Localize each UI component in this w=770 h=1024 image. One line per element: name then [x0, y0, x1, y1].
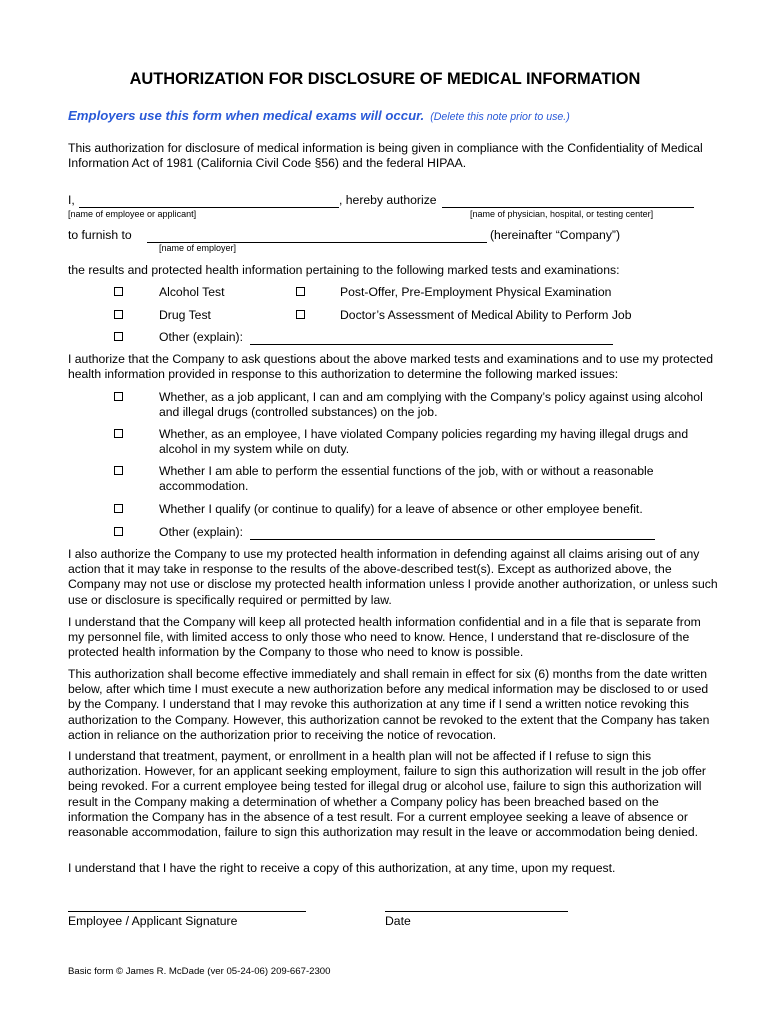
paragraph-treatment: I understand that treatment, payment, or enrollment in a health plan will not be affected if I refuse to sign this authorization. However, for an applicant seeking employment, failure to sign this authorization will result in the job offer being revoked. For a current employee being tested for illegal drug or alcohol use, failure to sign this authorization will result in the Company making a determination of whether a Company policy has been breached based on the information the Company has in the absence of a test result. For a current employee seeking a leave of absence or reasonable accommodation, failure to sign this authorization may result in the leave or accommodation being denied.: [68, 749, 706, 840]
issue-applicant-checkbox[interactable]: [114, 392, 123, 401]
drug-test-label: Drug Test: [159, 308, 211, 322]
employee-name-caption: [name of employee or applicant]: [68, 209, 197, 219]
issue-other-label: Other (explain):: [159, 525, 243, 539]
doctor-assessment-label: Doctor’s Assessment of Medical Ability to Perform Job: [340, 308, 632, 322]
other-test-explain-field[interactable]: [250, 344, 613, 345]
issue-essential-functions-checkbox[interactable]: [114, 466, 123, 475]
paragraph-effective: This authorization shall become effective immediately and shall remain in effect for six (6) months from the date written below, after which time I must execute a new authorization before any medical information may be disclosed to or used by the Company. I understand that I may revoke this authorization at any time if I send a written notice revoking this authorization to the Company. However, this authorization cannot be revoked to the extent that the Company has taken action in reliance on the authorization prior to receiving the notice of revocation.: [68, 667, 710, 742]
employer-note-main: Employers use this form when medical exams will occur.: [68, 108, 425, 123]
issue-other-checkbox[interactable]: [114, 527, 123, 536]
paragraph-copy-right: I understand that I have the right to receive a copy of this authorization, at any time, upon my request.: [68, 861, 616, 875]
furnish-to-label: to furnish to: [68, 228, 132, 242]
issue-essential-functions-label: Whether I am able to perform the essential functions of the job, with or without a reasonable accommodation.: [159, 464, 654, 494]
issue-other-explain-field[interactable]: [250, 539, 655, 540]
alcohol-test-checkbox[interactable]: [114, 287, 123, 296]
date-label: Date: [385, 914, 411, 928]
form-footer: Basic form © James R. McDade (ver 05-24-06) 209-667-2300: [68, 966, 331, 977]
form-title: AUTHORIZATION FOR DISCLOSURE OF MEDICAL INFORMATION: [129, 70, 641, 88]
other-test-checkbox[interactable]: [114, 332, 123, 341]
issue-leave-label: Whether I qualify (or continue to qualify) for a leave of absence or other employee benefit.: [159, 502, 643, 516]
tests-intro: the results and protected health information pertaining to the following marked tests and examinations:: [68, 263, 620, 277]
doctor-assessment-checkbox[interactable]: [296, 310, 305, 319]
issue-employee-label: Whether, as an employee, I have violated Company policies regarding my having illegal drugs and alcohol in my system while on duty.: [159, 427, 689, 457]
employer-note-sub: (Delete this note prior to use.): [430, 111, 570, 123]
employer-name-caption: [name of employer]: [159, 243, 237, 253]
physician-name-field[interactable]: [442, 207, 694, 208]
intro-paragraph: This authorization for disclosure of medical information is being given in compliance with the Confidentiality of Medical Information Act of 1981 (California Civil Code §56) and the federal HIPAA.: [68, 141, 703, 171]
employer-note: [68, 108, 570, 123]
date-field[interactable]: [385, 911, 568, 912]
post-offer-exam-checkbox[interactable]: [296, 287, 305, 296]
issue-employee-checkbox[interactable]: [114, 429, 123, 438]
auth-i-label: I,: [68, 193, 75, 207]
paragraph-claims: I also authorize the Company to use my protected health information in defending against all claims arising out of any action that it may take in response to the results of the above-described test(s). Except as authorized above, the Company may not use or disclose my protected health information unless I provide another authorization, or unless such use or disclosure is specifically required or permitted by law.: [68, 547, 718, 607]
drug-test-checkbox[interactable]: [114, 310, 123, 319]
issue-applicant-label: Whether, as a job applicant, I can and am complying with the Company’s policy against using alcohol and illegal drugs (controlled substances) on the job.: [159, 390, 703, 420]
issue-leave-checkbox[interactable]: [114, 504, 123, 513]
signature-label: Employee / Applicant Signature: [68, 914, 238, 928]
issues-intro: I authorize that the Company to ask questions about the above marked tests and examinations and to use my protected health information provided in response to this authorization to determine the following marked issues:: [68, 352, 713, 382]
post-offer-exam-label: Post-Offer, Pre-Employment Physical Examination: [340, 285, 612, 299]
other-test-label: Other (explain):: [159, 330, 243, 344]
alcohol-test-label: Alcohol Test: [159, 285, 225, 299]
physician-name-caption: [name of physician, hospital, or testing center]: [470, 209, 654, 219]
hereinafter-label: (hereinafter “Company”): [490, 228, 621, 242]
hereby-authorize-label: , hereby authorize: [339, 193, 437, 207]
employee-name-field[interactable]: [79, 207, 339, 208]
paragraph-confidential: I understand that the Company will keep all protected health information confidential and in a file that is separate from my personnel file, with limited access to only those who need to know. Hence, I understand that re-disclosure of the protected health information by the Company to those who need to know is possible.: [68, 615, 701, 660]
signature-field[interactable]: [68, 911, 306, 912]
